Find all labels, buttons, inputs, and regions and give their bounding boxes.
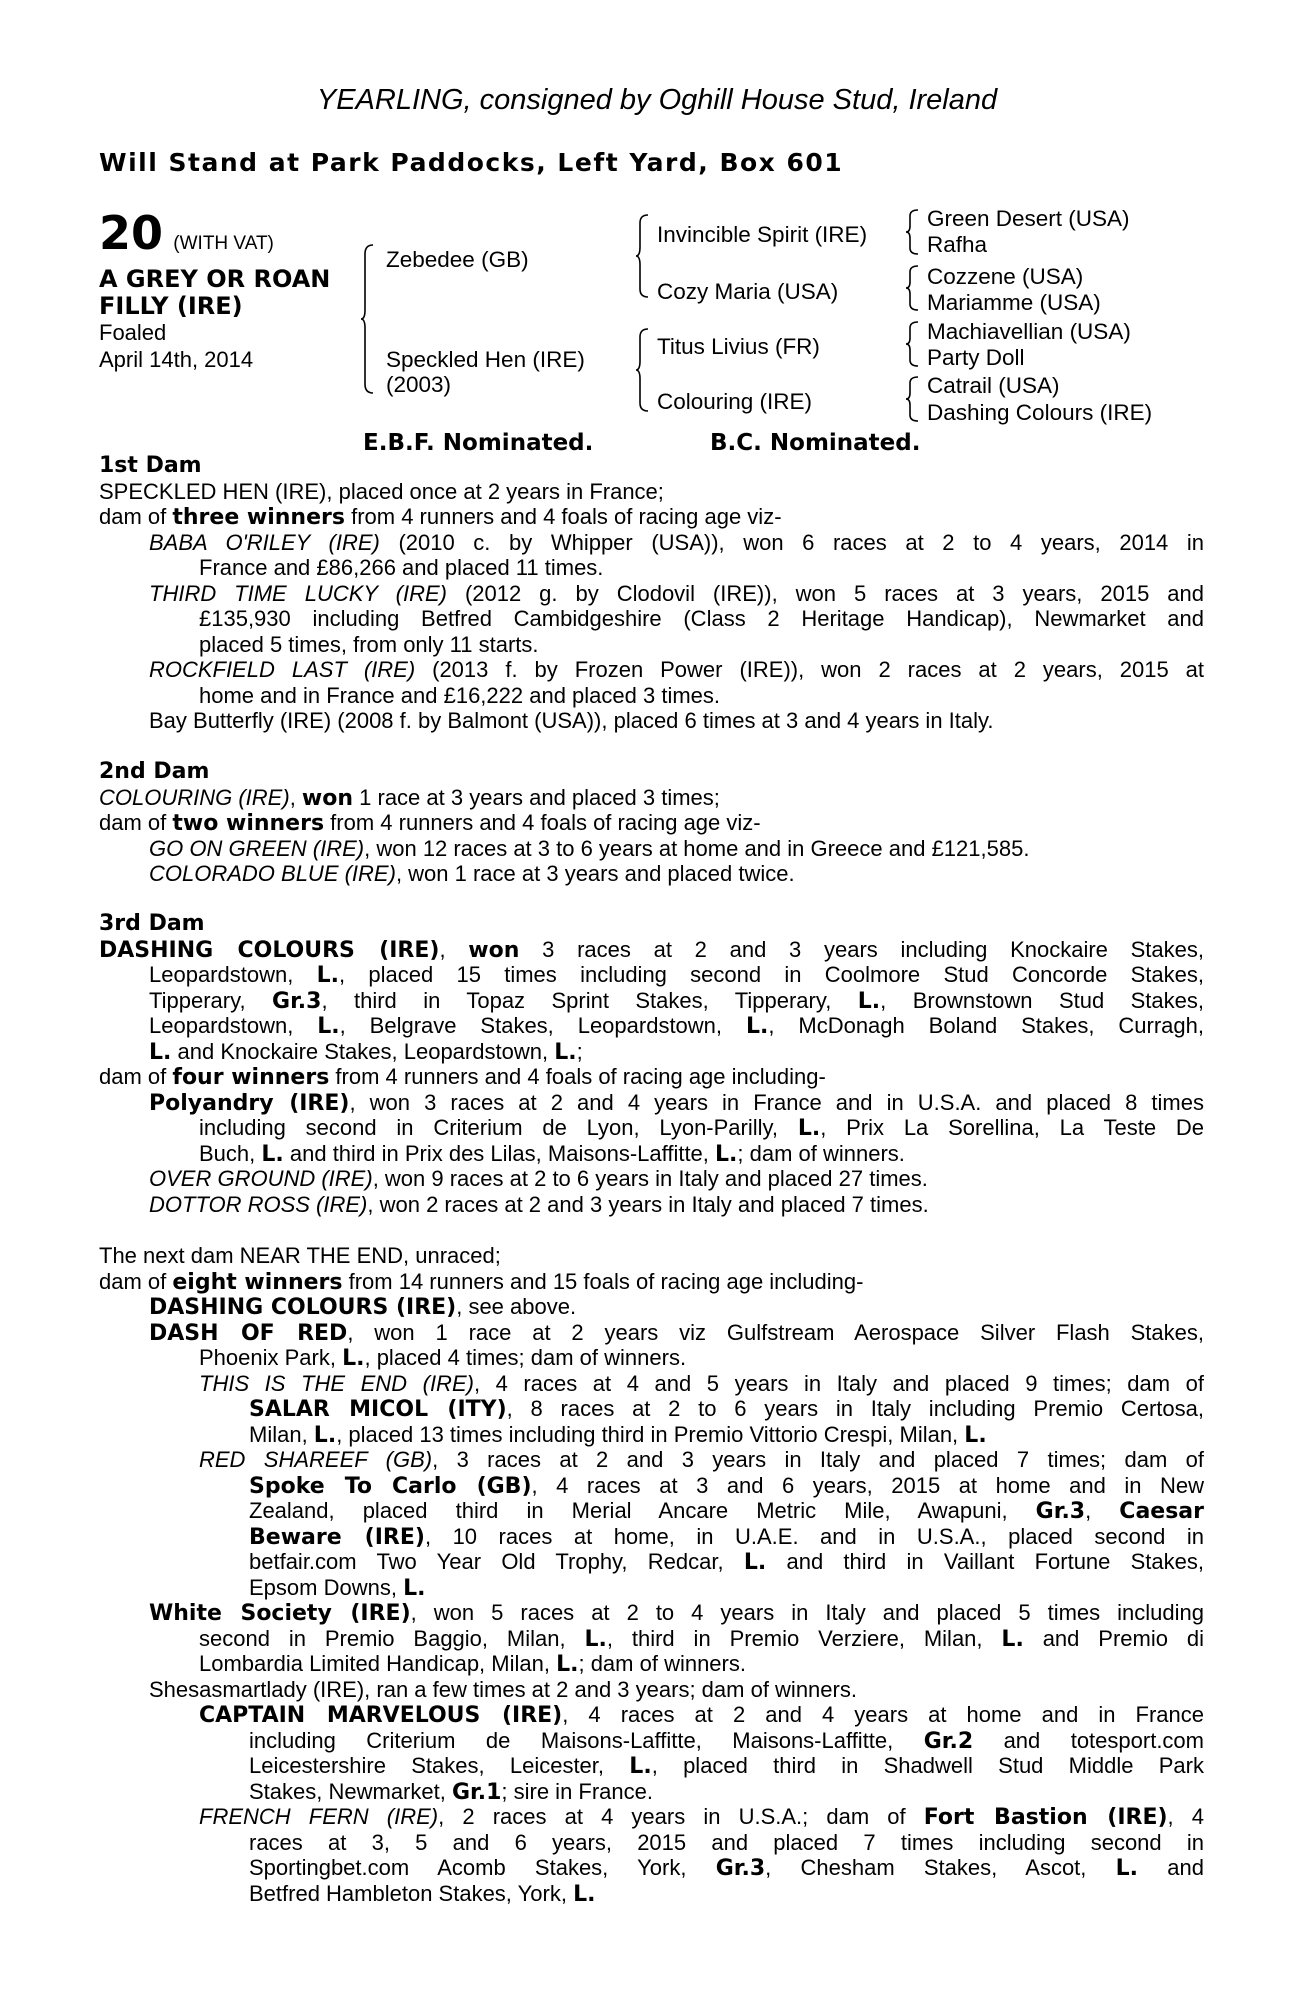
- lot-number: 20: [99, 206, 164, 260]
- produce-entry-cont: races at 3, 5 and 6 years, 2015 and placed 7 times including second in: [249, 1829, 1204, 1855]
- produce-entry-cont: home and in France and £16,222 and placed 3 times.: [199, 682, 721, 708]
- pedigree-ancestor: Catrail (USA): [927, 373, 1060, 398]
- pedigree-sire-dam: Cozy Maria (USA): [657, 279, 839, 304]
- pedigree-ancestor: Dashing Colours (IRE): [927, 400, 1153, 425]
- pedigree-ancestor: Mariamme (USA): [927, 290, 1101, 315]
- produce-entry: DOTTOR ROSS (IRE), won 2 races at 2 and 3 years in Italy and placed 7 times.: [149, 1191, 929, 1217]
- foaled-label: Foaled: [99, 320, 167, 345]
- produce-entry: Bay Butterfly (IRE) (2008 f. by Balmont (USA)), placed 6 times at 3 and 4 years in Italy.: [149, 708, 994, 733]
- produce-entry-cont: Phoenix Park, L., placed 4 times; dam of winners.: [199, 1345, 687, 1371]
- catalogue-header: YEARLING, consigned by Oghill House Stud, Ireland: [316, 84, 998, 116]
- foaled-info: [99, 319, 253, 373]
- produce-entry: Spoke To Carlo (GB), 4 races at 3 and 6 years, 2015 at home and in New: [249, 1472, 1204, 1499]
- sire-brace: [360, 244, 374, 394]
- produce-entry: CAPTAIN MARVELOUS (IRE), 4 races at 2 and 4 years at home and in France: [199, 1702, 1204, 1728]
- pedigree-ancestor: Cozzene (USA): [927, 264, 1084, 289]
- sire-line-brace: [635, 214, 649, 298]
- sd-brace: [905, 265, 919, 311]
- produce-entry-cont: Lombardia Limited Handicap, Milan, L.; dam of winners.: [199, 1651, 746, 1677]
- pedigree-ancestor: Party Doll: [927, 345, 1025, 370]
- produce-entry-cont: Zealand, placed third in Merial Ancare Metric Mile, Awapuni, Gr.3, Caesar: [249, 1498, 1204, 1524]
- produce-entry-cont: including second in Criterium de Lyon, Lyon-Parilly, L., Prix La Sorellina, La Teste De: [199, 1115, 1205, 1141]
- section-heading: 1st Dam: [99, 453, 202, 478]
- produce-entry-cont: including Criterium de Maisons-Laffitte, Maisons-Laffitte, Gr.2 and totesport.com: [249, 1727, 1204, 1754]
- section-heading: 3rd Dam: [99, 911, 205, 936]
- produce-entry: DASHING COLOURS (IRE), see above.: [149, 1294, 577, 1320]
- dam-produce-summary: dam of three winners from 4 runners and 4 foals of racing age viz-: [99, 504, 782, 530]
- dam-line-cont: L. and Knockaire Stakes, Leopardstown, L.;: [149, 1038, 583, 1065]
- produce-entry: RED SHAREEF (GB), 3 races at 2 and 3 years in Italy and placed 7 times; dam of: [199, 1447, 1205, 1472]
- dam-line-brace: [635, 328, 649, 412]
- dam-line: COLOURING (IRE), won 1 race at 3 years and placed 3 times;: [99, 784, 720, 811]
- dam-produce-summary: dam of two winners from 4 runners and 4 foals of racing age viz-: [99, 810, 761, 836]
- dam-produce-summary: dam of eight winners from 14 runners and 15 foals of racing age including-: [99, 1268, 864, 1295]
- produce-entry: COLORADO BLUE (IRE), won 1 race at 3 years and placed twice.: [149, 861, 795, 886]
- produce-entry-cont: Stakes, Newmarket, Gr.1; sire in France.: [249, 1778, 653, 1805]
- vat-label: (WITH VAT): [173, 233, 274, 254]
- bc-nominated: B.C. Nominated.: [710, 430, 921, 456]
- produce-entry: DASH OF RED, won 1 race at 2 years viz Gulfstream Aerospace Silver Flash Stakes,: [149, 1319, 1205, 1346]
- pedigree-dam-dam: Colouring (IRE): [657, 389, 813, 414]
- produce-entry: ROCKFIELD LAST (IRE) (2013 f. by Frozen Power (IRE)), won 2 races at 2 years, 2015 at: [149, 657, 1204, 682]
- produce-entry: White Society (IRE), won 5 races at 2 to 4 years in Italy and placed 5 times including: [149, 1600, 1204, 1626]
- produce-entry-cont: Buch, L. and third in Prix des Lilas, Maisons-Laffitte, L.; dam of winners.: [199, 1140, 905, 1167]
- dam-line-cont: Tipperary, Gr.3, third in Topaz Sprint Stakes, Tipperary, L., Brownstown Stud Stakes,: [149, 987, 1205, 1014]
- produce-entry: THIS IS THE END (IRE), 4 races at 4 and 5 years in Italy and placed 9 times; dam of: [199, 1370, 1204, 1396]
- produce-entry-cont: betfair.com Two Year Old Trophy, Redcar, L. and third in Vaillant Fortune Stakes,: [249, 1549, 1205, 1575]
- produce-entry-cont: Beware (IRE), 10 races at home, in U.A.E. and in U.S.A., placed second in: [249, 1523, 1204, 1550]
- ebf-nominated: E.B.F. Nominated.: [363, 430, 594, 456]
- pedigree-sire: Zebedee (GB): [386, 247, 529, 272]
- stand-location: Will Stand at Park Paddocks, Left Yard, Box 601: [99, 148, 844, 177]
- produce-entry-cont: France and £86,266 and placed 11 times.: [199, 555, 604, 580]
- pedigree-sire-sire: Invincible Spirit (IRE): [657, 222, 868, 247]
- produce-entry: FRENCH FERN (IRE), 2 races at 4 years in U.S.A.; dam of Fort Bastion (IRE), 4: [199, 1804, 1205, 1830]
- lot-description-line: A GREY OR ROAN: [99, 265, 331, 293]
- dam-line: SPECKLED HEN (IRE), placed once at 2 years in France;: [99, 478, 664, 504]
- produce-entry: GO ON GREEN (IRE), won 12 races at 3 to 6 years at home and in Greece and £121,585.: [149, 835, 1030, 861]
- section-heading: 2nd Dam: [99, 759, 210, 784]
- produce-entry-cont: Sportingbet.com Acomb Stakes, York, Gr.3, Chesham Stakes, Ascot, L. and: [249, 1855, 1204, 1881]
- produce-entry-cont: £135,930 including Betfred Cambidgeshire (Class 2 Heritage Handicap), Newmarket and: [199, 606, 1204, 631]
- produce-entry: Shesasmartlady (IRE), ran a few times at 2 and 3 years; dam of winners.: [149, 1676, 857, 1702]
- lot-description-line: FILLY (IRE): [99, 292, 243, 320]
- pedigree-ancestor: Rafha: [927, 232, 988, 257]
- dd-brace: [905, 376, 919, 422]
- dam-line-cont: Leopardstown, L., placed 15 times including second in Coolmore Stud Concorde Stakes,: [149, 962, 1205, 988]
- pedigree-dam-sire: Titus Livius (FR): [657, 334, 820, 359]
- ss-brace: [905, 209, 919, 255]
- foaled-date: April 14th, 2014: [99, 347, 254, 372]
- produce-entry-cont: placed 5 times, from only 11 starts.: [199, 631, 539, 657]
- lot-number-line: [99, 206, 274, 260]
- pedigree-dam-year: (2003): [386, 372, 452, 397]
- dam-produce-summary: dam of four winners from 4 runners and 4 foals of racing age including-: [99, 1064, 826, 1090]
- produce-entry: OVER GROUND (IRE), won 9 races at 2 to 6 years in Italy and placed 27 times.: [149, 1166, 928, 1191]
- pedigree-dam: Speckled Hen (IRE): [386, 347, 585, 372]
- produce-entry: Polyandry (IRE), won 3 races at 2 and 4 years in France and in U.S.A. and placed 8 times: [149, 1089, 1204, 1116]
- produce-entry-cont: Betfred Hambleton Stakes, York, L.: [249, 1880, 596, 1907]
- produce-entry: THIRD TIME LUCKY (IRE) (2012 g. by Clodovil (IRE)), won 5 races at 3 years, 2015 and: [149, 580, 1204, 606]
- dam-line: The next dam NEAR THE END, unraced;: [99, 1243, 501, 1268]
- dam-line-cont: Leopardstown, L., Belgrave Stakes, Leopardstown, L., McDonagh Boland Stakes, Curragh,: [149, 1013, 1204, 1039]
- dam-line: DASHING COLOURS (IRE), won 3 races at 2 and 3 years including Knockaire Stakes,: [99, 936, 1204, 963]
- produce-entry-cont: Milan, L., placed 13 times including third in Premio Vittorio Crespi, Milan, L.: [249, 1421, 987, 1448]
- lot-description: [99, 266, 330, 320]
- pedigree-ancestor: Machiavellian (USA): [927, 319, 1131, 344]
- produce-entry-cont: second in Premio Baggio, Milan, L., third in Premio Verziere, Milan, L. and Premio di: [199, 1625, 1204, 1652]
- produce-entry-cont: Epsom Downs, L.: [249, 1574, 426, 1601]
- produce-entry-cont: Leicestershire Stakes, Leicester, L., placed third in Shadwell Stud Middle Park: [249, 1753, 1204, 1779]
- produce-entry: BABA O'RILEY (IRE) (2010 c. by Whipper (USA)), won 6 races at 2 to 4 years, 2014 in: [149, 529, 1204, 555]
- produce-entry: SALAR MICOL (ITY), 8 races at 2 to 6 years in Italy including Premio Certosa,: [249, 1396, 1204, 1422]
- pedigree-ancestor: Green Desert (USA): [927, 206, 1130, 231]
- ds-brace: [905, 321, 919, 367]
